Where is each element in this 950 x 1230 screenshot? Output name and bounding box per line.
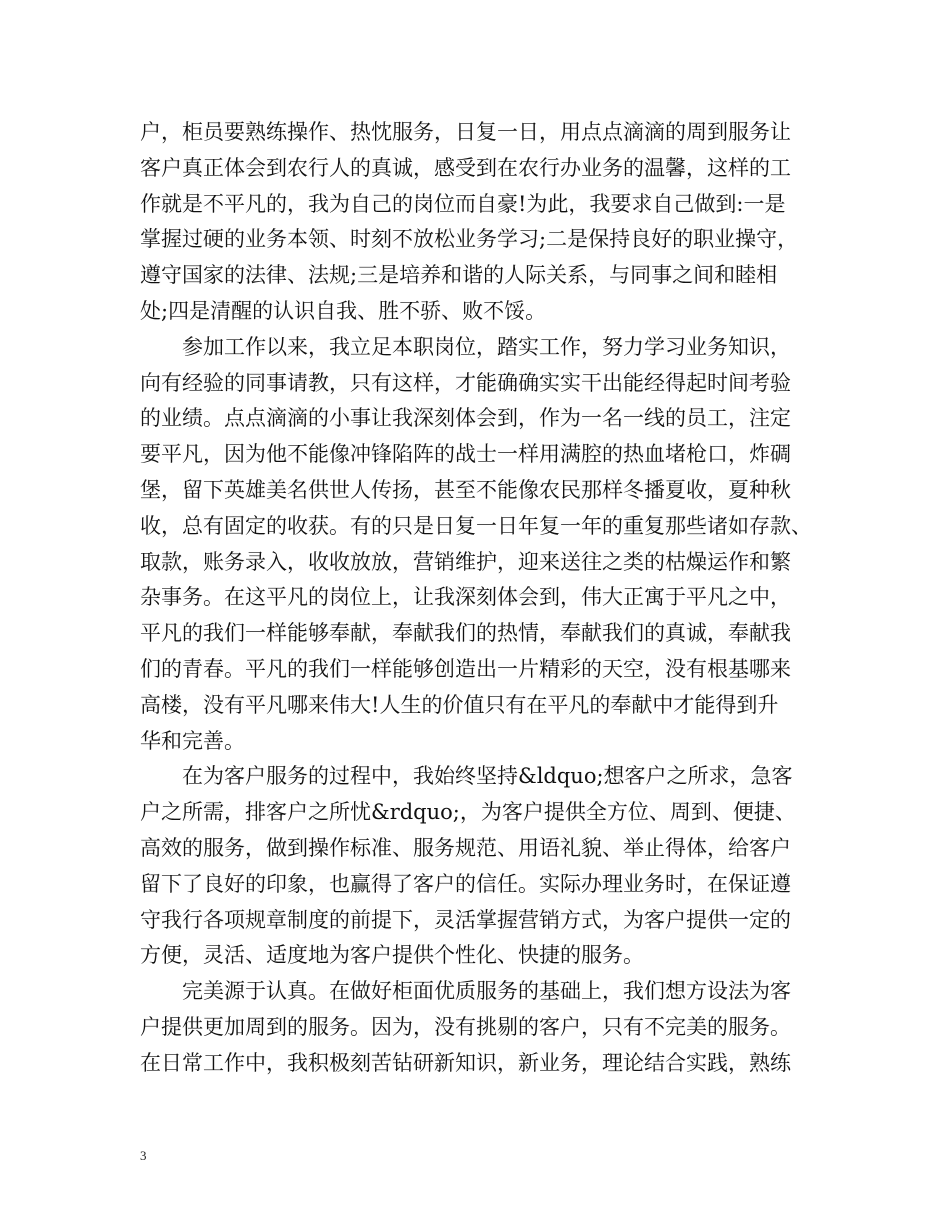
text-line: 向有经验的同事请教，只有这样，才能确确实实干出能经得起时间考验	[140, 370, 791, 395]
text-line: 客户真正体会到农行人的真诚，感受到在农行办业务的温馨，这样的工	[140, 155, 791, 180]
text-line: 们的青春。平凡的我们一样能够创造出一片精彩的天空，没有根基哪来	[140, 656, 791, 681]
text-line: 高楼，没有平凡哪来伟大!人生的价值只有在平凡的奉献中才能得到升	[140, 692, 779, 717]
text-line: 堡，留下英雄美名供世人传扬，甚至不能像农民那样冬播夏收，夏种秋	[140, 477, 791, 502]
text-line: 杂事务。在这平凡的岗位上，让我深刻体会到，伟大正寓于平凡之中，	[140, 585, 791, 610]
text-line: 户之所需，排客户之所忧&rdquo;，为客户提供全方位、周到、便捷、	[140, 800, 796, 825]
text-line: 留下了良好的印象，也赢得了客户的信任。实际办理业务时，在保证遵	[140, 871, 791, 896]
text-line: 掌握过硬的业务本领、时刻不放松业务学习;二是保持良好的职业操守，	[140, 227, 799, 252]
text-line: 要平凡，因为他不能像冲锋陷阵的战士一样用满腔的热血堵枪口，炸碉	[140, 442, 791, 467]
text-line: 在日常工作中，我积极刻苦钻研新知识，新业务，理论结合实践，熟练	[140, 1050, 791, 1075]
text-line: 平凡的我们一样能够奉献，奉献我们的热情，奉献我们的真诚，奉献我	[140, 621, 791, 646]
text-line: 取款，账务录入，收收放放，营销维护，迎来送往之类的枯燥运作和繁	[140, 549, 791, 574]
text-line: 户提供更加周到的服务。因为，没有挑剔的客户，只有不完美的服务。	[140, 1014, 791, 1039]
body-text	[140, 115, 820, 1082]
text-line: 守我行各项规章制度的前提下，灵活掌握营销方式，为客户提供一定的	[140, 907, 791, 932]
text-line: 方便，灵活、适度地为客户提供个性化、快捷的服务。	[140, 943, 644, 968]
paragraph-first-line: 参加工作以来，我立足本职岗位，踏实工作，努力学习业务知识，	[182, 334, 791, 359]
paragraph-first-line: 在为客户服务的过程中，我始终坚持&ldquo;想客户之所求，急客	[182, 764, 793, 789]
text-line: 遵守国家的法律、法规;三是培养和谐的人际关系，与同事之间和睦相	[140, 263, 778, 288]
text-line: 收，总有固定的收获。有的只是日复一日年复一年的重复那些诸如存款、	[140, 513, 812, 538]
page-number: 3	[140, 1148, 147, 1163]
text-line: 作就是不平凡的，我为自己的岗位而自豪!为此，我要求自己做到:一是	[140, 191, 786, 216]
text-line: 高效的服务，做到操作标准、服务规范、用语礼貌、举止得体，给客户	[140, 835, 791, 860]
text-line: 华和完善。	[140, 728, 245, 753]
text-line: 的业绩。点点滴滴的小事让我深刻体会到，作为一名一线的员工，注定	[140, 406, 791, 431]
text-line: 户，柜员要熟练操作、热忱服务，日复一日，用点点滴滴的周到服务让	[140, 120, 791, 144]
paragraph-first-line: 完美源于认真。在做好柜面优质服务的基础上，我们想方设法为客	[182, 979, 791, 1004]
text-line: 处;四是清醒的认识自我、胜不骄、败不馁。	[140, 298, 547, 323]
